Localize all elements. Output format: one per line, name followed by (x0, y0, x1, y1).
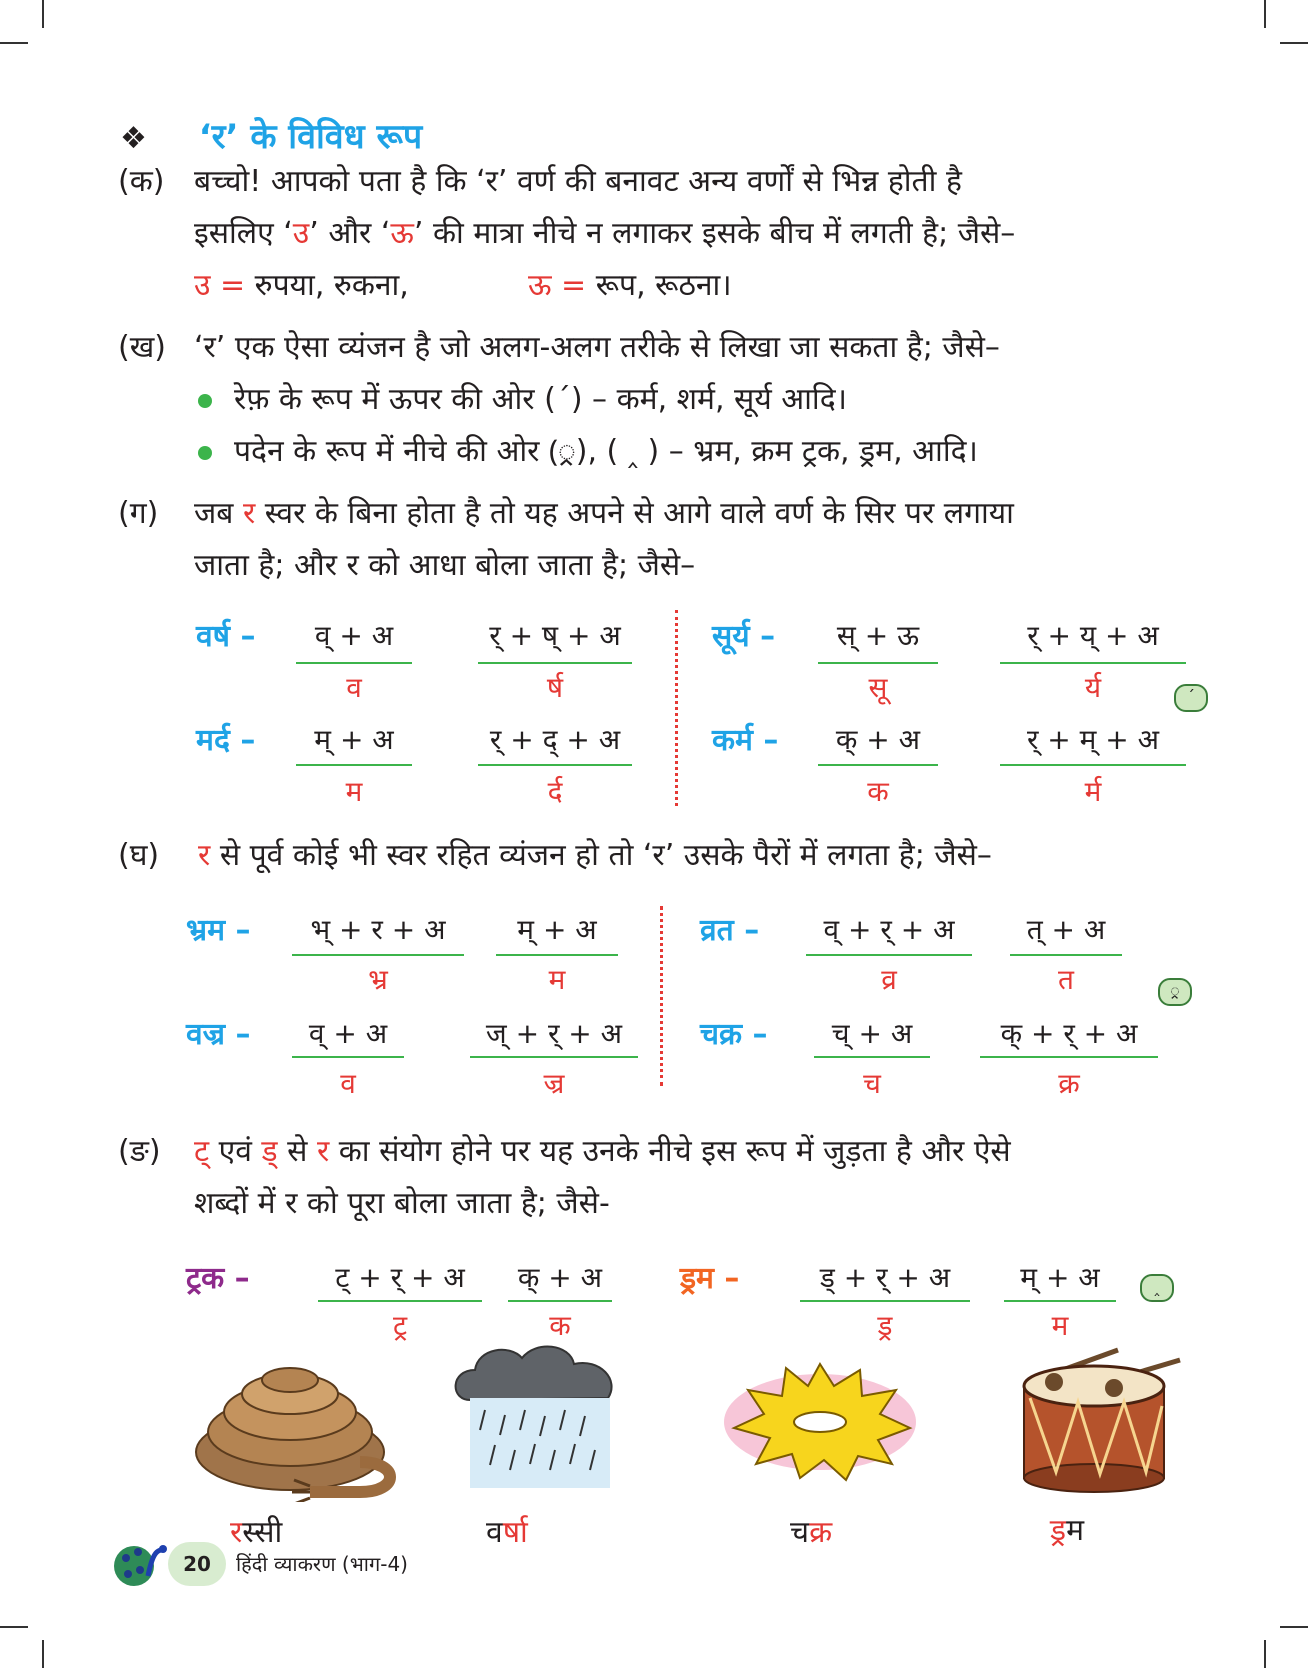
peacock-icon (112, 1536, 172, 1592)
result: क (549, 1309, 571, 1342)
result: ज्र (543, 1067, 565, 1100)
result: र्य (1084, 671, 1102, 704)
crop-mark (0, 42, 28, 44)
kha-line1: ‘र’ एक ऐसा व्यंजन है जो अलग-अलग तरीके से लिखा जा सकता है; जैसे– (194, 330, 1000, 365)
section-ka (118, 156, 1198, 312)
gha-line1: से पूर्व कोई भी स्वर रहित व्यंजन हो तो ‘र’ उसके पैरों में लगता है; जैसे– (219, 838, 992, 873)
parts: म् + अ (314, 723, 394, 756)
result: सू (868, 671, 888, 704)
section-heading (120, 112, 422, 158)
nga-line1-b: का संयोग होने पर यह उनके नीचे इस रूप में जुड़ता है और ऐसे (338, 1134, 1011, 1169)
ex1-key: उ = (194, 268, 246, 303)
ka-line1: बच्चो! आपको पता है कि ‘र’ वर्ण की बनावट अन्य वर्णों से भिन्न होती है (194, 164, 962, 199)
underline (1010, 954, 1122, 956)
result: त (1058, 963, 1074, 996)
rope-illustration (190, 1352, 410, 1502)
underline (800, 1300, 970, 1302)
section-kha (118, 322, 1198, 478)
underline (496, 954, 618, 956)
underline (478, 662, 632, 664)
result: व (340, 1067, 356, 1100)
result: व्र (881, 963, 897, 996)
result: व (346, 671, 362, 704)
book-title: हिंदी व्याकरण (भाग-4) (236, 1552, 408, 1576)
ex2-key: ऊ = (527, 268, 587, 303)
truck-badge: ‸ (1140, 1274, 1174, 1302)
parts: र् + य् + अ (1027, 619, 1159, 652)
parts: क् + अ (835, 723, 921, 756)
ex2-value: रूप, रूठना। (595, 268, 732, 303)
label-ga: (ग) (118, 496, 159, 531)
parts: ज् + र् + अ (485, 1017, 623, 1050)
reph-badge: ˊ (1174, 684, 1208, 712)
word-drum: ड्रम – (680, 1261, 740, 1296)
word-bhram: भ्रम – (186, 913, 251, 948)
result: क्र (1058, 1067, 1080, 1100)
word-chakra: चक्र – (700, 1017, 768, 1052)
underline (292, 954, 464, 956)
caption-chakra: चक्र (790, 1515, 833, 1550)
chakra-illustration (720, 1356, 920, 1486)
parts: ट् + र् + अ (335, 1261, 465, 1294)
parts: व् + अ (314, 619, 394, 652)
word-varsh: वर्ष – (196, 619, 256, 654)
uu-vowel: ऊ (390, 216, 414, 251)
crop-mark (42, 0, 44, 28)
section-gha (118, 830, 1198, 882)
bullet-icon (198, 394, 212, 408)
se-text: से (287, 1134, 308, 1169)
ga-line2: जाता है; और र को आधा बोला जाता है; जैसे– (194, 548, 696, 583)
dotted-divider (675, 610, 678, 806)
ex1-value: रुपया, रुकना, (254, 268, 409, 303)
diamond-icon: ❖ (120, 121, 147, 156)
u-vowel: उ (292, 216, 310, 251)
section-nga (118, 1126, 1198, 1230)
result: र्ष (546, 671, 564, 704)
drum-illustration (1016, 1346, 1186, 1496)
ra-letter: र (198, 838, 211, 873)
ra-letter: र (242, 496, 256, 531)
label-gha: (घ) (118, 838, 160, 873)
label-ka: (क) (118, 164, 165, 199)
parts: व् + र् + अ (823, 913, 955, 946)
word-karm: कर्म – (712, 723, 779, 758)
underline (296, 662, 412, 664)
result: ट्र (392, 1309, 408, 1342)
ga-line1-a: जब (194, 496, 234, 531)
parts: व् + अ (308, 1017, 388, 1050)
result: च (863, 1067, 881, 1100)
heading-title: ‘र’ के विविध रूप (198, 117, 423, 157)
parts: र् + ष् + अ (489, 619, 621, 652)
result: म (548, 963, 566, 996)
nga-line2: शब्दों में र को पूरा बोला जाता है; जैसे- (194, 1186, 610, 1221)
ka-line2-c: ’ की मात्रा नीचे न लगाकर इसके बीच में लगती है; जैसे– (413, 216, 1016, 251)
da-letter: ड् (261, 1134, 278, 1169)
label-nga: (ङ) (118, 1134, 161, 1169)
parts: भ् + र + अ (310, 913, 446, 946)
crop-mark (1280, 42, 1308, 44)
parts: र् + द् + अ (489, 723, 621, 756)
kha-bullet2: पदेन के रूप में नीचे की ओर (्र), ( ‸ ) – भ्रम, क्रम ट्रक, ड्रम, आदि। (234, 434, 978, 469)
result: भ्र (368, 963, 388, 996)
word-surya: सूर्य – (712, 619, 776, 654)
crop-mark (1264, 0, 1266, 28)
result: र्म (1084, 775, 1102, 808)
crop-mark (0, 1626, 28, 1628)
underline (470, 1056, 638, 1058)
parts: त् + अ (1026, 913, 1106, 946)
caption-rain: वर्षा (486, 1515, 528, 1550)
parts: ड् + र् + अ (819, 1261, 951, 1294)
result: म (1051, 1309, 1069, 1342)
crop-mark (42, 1640, 44, 1668)
word-vrat: व्रत – (700, 913, 760, 948)
result: र्द (547, 775, 563, 808)
ta-letter: ट् (194, 1134, 210, 1169)
result: ड्र (877, 1309, 893, 1342)
underline (818, 662, 938, 664)
underline (818, 764, 938, 766)
ra-letter: र (316, 1134, 330, 1169)
label-kha: (ख) (118, 330, 166, 365)
kha-bullet1: रेफ़ के रूप में ऊपर की ओर (ˊ) – कर्म, शर्म, सूर्य आदि। (234, 382, 848, 417)
underline (292, 1056, 404, 1058)
crop-mark (1264, 1640, 1266, 1668)
evam-text: एवं (218, 1134, 252, 1169)
underline (508, 1300, 612, 1302)
parts: क् + अ (517, 1261, 603, 1294)
underline (1000, 662, 1186, 664)
result: म (345, 775, 363, 808)
page-number: 20 (168, 1542, 226, 1586)
parts: र् + म् + अ (1026, 723, 1160, 756)
rain-cloud-illustration (450, 1340, 630, 1490)
word-mard: मर्द – (196, 723, 256, 758)
ga-line1-b: स्वर के बिना होता है तो यह अपने से आगे वाले वर्ण के सिर पर लगाया (264, 496, 1014, 531)
parts: स् + ऊ (836, 619, 920, 652)
dotted-divider (660, 906, 663, 1086)
underline (478, 764, 632, 766)
crop-mark (1280, 1626, 1308, 1628)
result: क (867, 775, 889, 808)
underline (296, 764, 412, 766)
ka-line2-b: ’ और ‘ (309, 216, 391, 251)
underline (1004, 1300, 1116, 1302)
parts: क् + र् + अ (1000, 1017, 1138, 1050)
bullet-icon (198, 446, 212, 460)
parts: म् + अ (1020, 1261, 1100, 1294)
parts: म् + अ (517, 913, 597, 946)
caption-rope: रस्सी (230, 1515, 283, 1550)
underline (1000, 764, 1186, 766)
word-vajra: वज्र – (186, 1017, 251, 1052)
underline (806, 954, 972, 956)
padan-badge: ्र (1158, 978, 1192, 1006)
underline (318, 1300, 482, 1302)
caption-drum: ड्रम (1050, 1513, 1085, 1548)
parts: च् + अ (831, 1017, 913, 1050)
underline (814, 1056, 930, 1058)
underline (980, 1056, 1158, 1058)
word-truck: ट्रक – (186, 1261, 250, 1296)
section-ga (118, 488, 1198, 592)
ka-line2-a: इसलिए ‘ (194, 216, 293, 251)
